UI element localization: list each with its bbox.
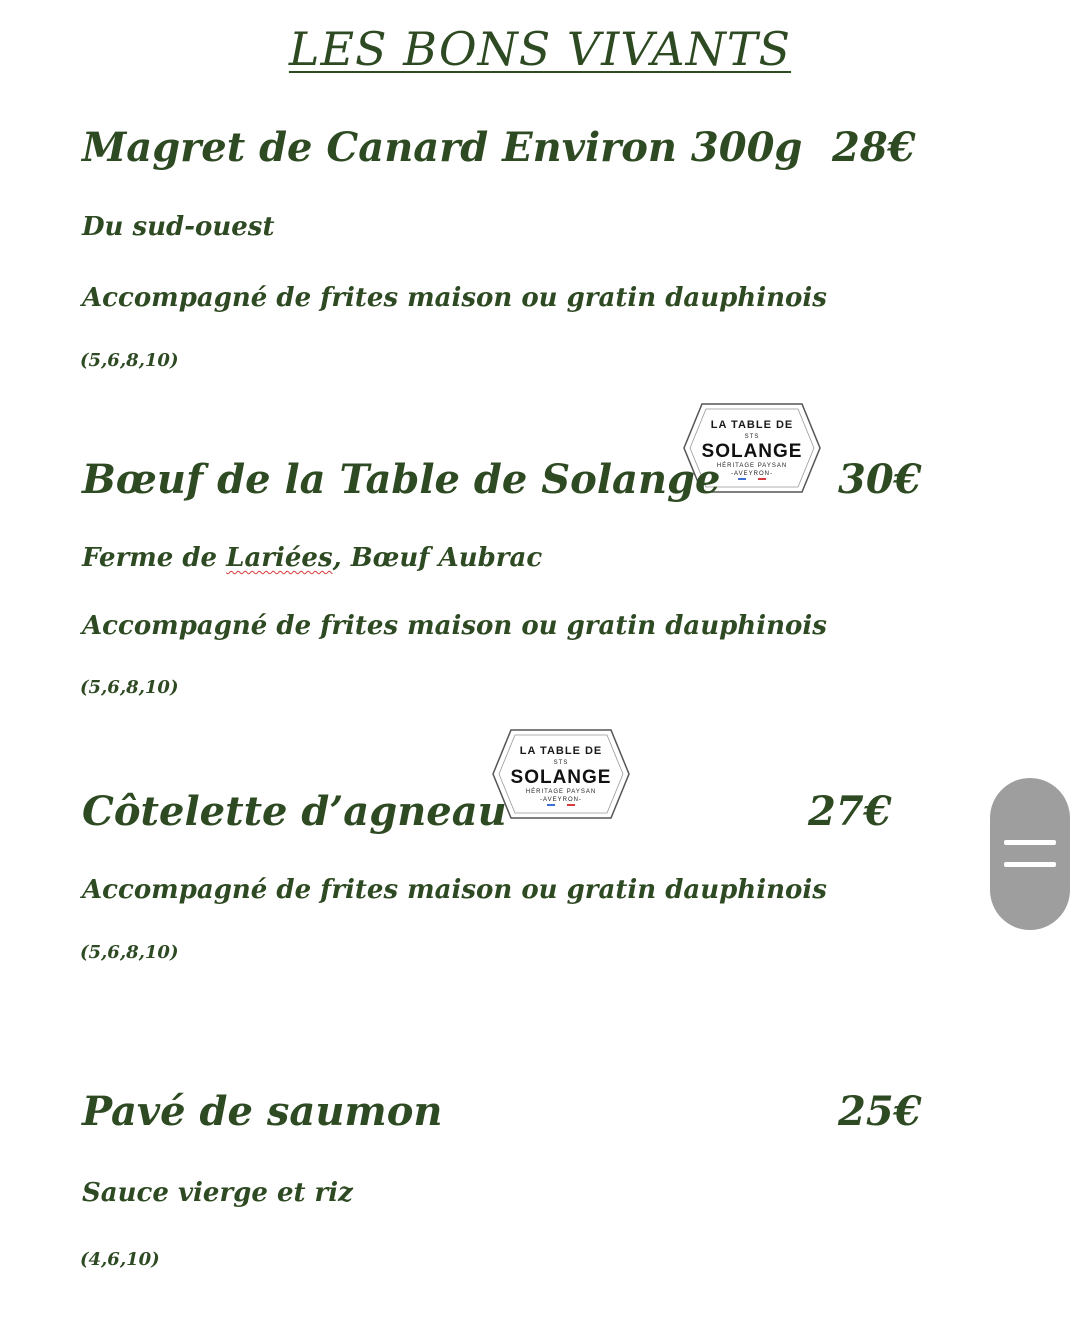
handle-bar-bottom xyxy=(1004,862,1056,867)
dish-origin-boeuf-suffix: , Bœuf Aubrac xyxy=(332,543,543,573)
spellcheck-underlined-word: Lariées xyxy=(226,543,333,573)
dish-origin-boeuf xyxy=(82,543,542,573)
dish-side-boeuf: Accompagné de frites maison ou gratin dauphinois xyxy=(82,611,827,641)
logo-line1: LA TABLE DE xyxy=(710,419,794,431)
logo-line2: SOLANGE xyxy=(510,767,612,788)
logo-monogram: STS xyxy=(553,760,569,766)
logo-line1: LA TABLE DE xyxy=(519,745,603,757)
logo-line4: -AVEYRON- xyxy=(731,471,773,477)
dish-allergens-saumon: (4,6,10) xyxy=(80,1249,160,1270)
dish-name-magret: Magret de Canard Environ 300g xyxy=(82,124,803,171)
dish-name-saumon: Pavé de saumon xyxy=(82,1088,443,1135)
menu-title-text: LES BONS VIVANTS xyxy=(288,22,792,76)
dish-side-cotelette: Accompagné de frites maison ou gratin dauphinois xyxy=(82,875,827,905)
dish-price-boeuf: 30€ xyxy=(838,456,922,503)
logo-line3: HÉRITAGE PAYSAN xyxy=(525,789,597,795)
dish-allergens-magret: (5,6,8,10) xyxy=(80,350,179,371)
dish-origin-magret: Du sud-ouest xyxy=(82,212,275,242)
logo-line2: SOLANGE xyxy=(701,441,803,462)
dish-origin-boeuf-prefix: Ferme de xyxy=(82,543,227,573)
dish-price-magret: 28€ xyxy=(832,124,916,171)
dish-price-cotelette: 27€ xyxy=(808,788,892,835)
logo-line4: -AVEYRON- xyxy=(540,797,582,803)
logo-monogram: STS xyxy=(744,434,760,440)
dish-name-cotelette: Côtelette d’agneau xyxy=(82,788,507,835)
dish-name-boeuf: Bœuf de la Table de Solange xyxy=(82,456,721,503)
menu-title xyxy=(0,22,1080,76)
dish-side-magret: Accompagné de frites maison ou gratin dauphinois xyxy=(82,283,827,313)
solange-logo xyxy=(491,724,631,824)
dish-side-saumon: Sauce vierge et riz xyxy=(82,1178,353,1208)
dish-allergens-boeuf: (5,6,8,10) xyxy=(80,677,179,698)
handle-bar-top xyxy=(1004,840,1056,845)
dish-price-saumon: 25€ xyxy=(838,1088,922,1135)
dish-allergens-cotelette: (5,6,8,10) xyxy=(80,942,179,963)
logo-line3: HÉRITAGE PAYSAN xyxy=(716,463,788,469)
drag-handle-icon[interactable] xyxy=(990,778,1070,930)
